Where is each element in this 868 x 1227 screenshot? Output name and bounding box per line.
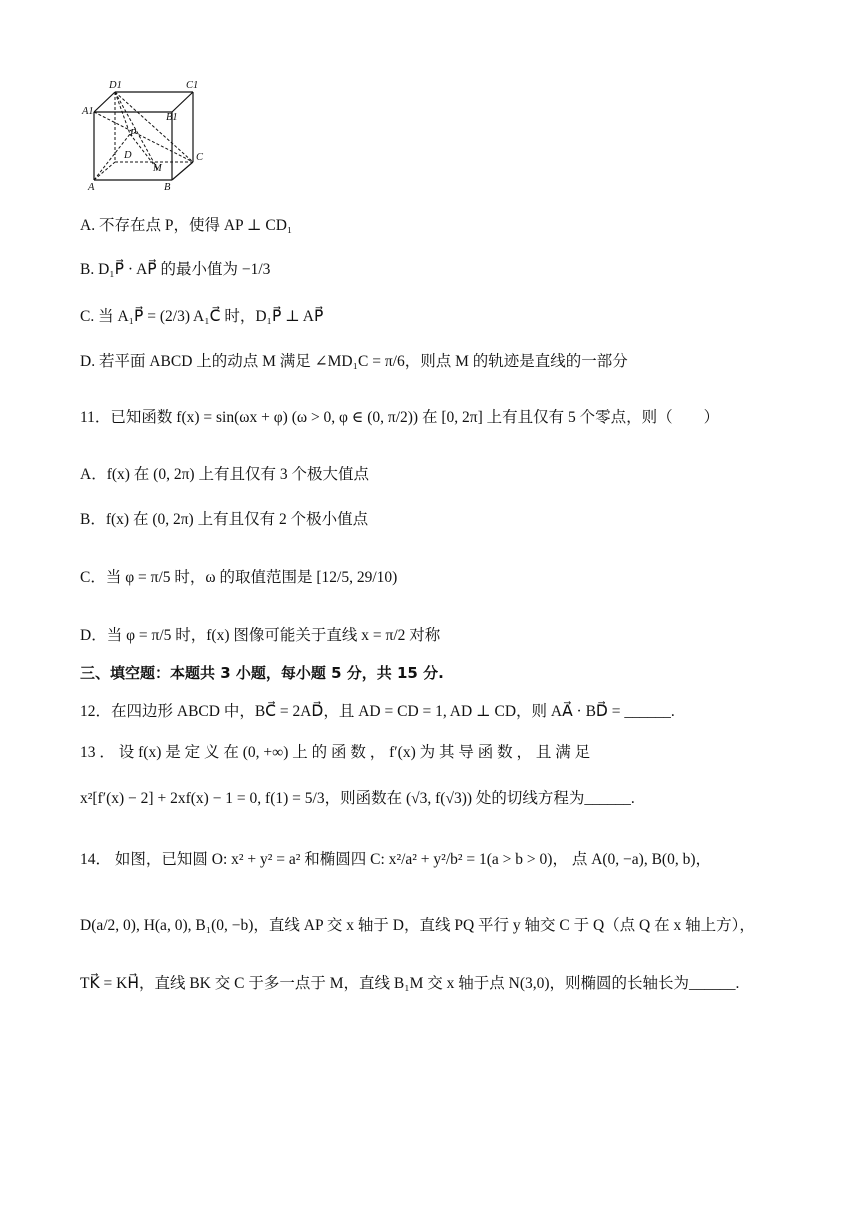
q10-option-b: B. D₁P⃗ · AP⃗ 的最小值为 −1/3 <box>80 261 271 278</box>
q10-option-c: C. 当 A₁P⃗ = (2/3) A₁C⃗ 时，D₁P⃗ ⊥ AP⃗ <box>80 308 324 325</box>
label-b1: B1 <box>166 112 178 123</box>
q10-option-d: D. 若平面 ABCD 上的动点 M 满足 ∠MD₁C = π/6，则点 M 的轨迹是直线的一部分 <box>80 353 628 370</box>
q11-option-d: D．当 φ = π/5 时，f(x) 图像可能关于直线 x = π/2 对称 <box>80 627 441 644</box>
q14-line1: 14． 如图，已知圆 O: x² + y² = a² 和椭圆四 C: x²/a² + y²/b² = 1(a > b > 0)， 点 A(0, −a), B(0, b)， <box>80 851 711 868</box>
q13-line1: 13 ． 设 f(x) 是 定 义 在 (0, +∞) 上 的 函 数 ， f′(x) 为 其 导 函 数 ， 且 满 足 <box>80 744 591 761</box>
q14-line2: D(a/2, 0), H(a, 0), B₁(0, −b)，直线 AP 交 x 轴于 D，直线 PQ 平行 y 轴交 C 于 Q（点 Q 在 x 轴上方）， <box>80 917 755 934</box>
q14-line3: TK⃗ = KH⃗，直线 BK 交 C 于多一点于 M，直线 B₁M 交 x 轴于点 N(3,0)，则椭圆的长轴长为______. <box>80 975 740 992</box>
label-d: D <box>124 150 132 161</box>
q11-option-c: C．当 φ = π/5 时，ω 的取值范围是 [12/5, 29/10) <box>80 569 398 586</box>
q10-option-a: A. 不存在点 P，使得 AP ⊥ CD₁ <box>80 217 293 234</box>
cube-figure <box>80 76 210 194</box>
label-c1: C1 <box>186 80 199 91</box>
label-a: A <box>88 182 95 193</box>
cube-diagram <box>80 76 210 194</box>
q11-option-a: A．f(x) 在 (0, 2π) 上有且仅有 3 个极大值点 <box>80 466 369 483</box>
q11-option-b: B．f(x) 在 (0, 2π) 上有且仅有 2 个极小值点 <box>80 511 369 528</box>
section-heading: 三、填空题：本题共 3 小题，每小题 5 分，共 15 分. <box>80 664 444 682</box>
label-c: C <box>196 152 204 163</box>
label-m: M <box>153 163 162 174</box>
label-a1: A1 <box>82 106 94 117</box>
q13-line2: x²[f′(x) − 2] + 2xf(x) − 1 = 0, f(1) = 5/3，则函数在 (√3, f(√3)) 处的切线方程为______. <box>80 790 635 807</box>
label-p: P <box>130 128 137 139</box>
q12-text: 12．在四边形 ABCD 中，BC⃗ = 2AD⃗，且 AD = CD = 1, AD ⊥ CD，则 AA⃗ · BD⃗ = ______. <box>80 703 675 720</box>
q11-stem: 11．已知函数 f(x) = sin(ωx + φ) (ω > 0, φ ∈ (0, π/2)) 在 [0, 2π] 上有且仅有 5 个零点，则（ ） <box>80 409 720 426</box>
label-d1: D1 <box>109 80 122 91</box>
label-b: B <box>164 182 171 193</box>
